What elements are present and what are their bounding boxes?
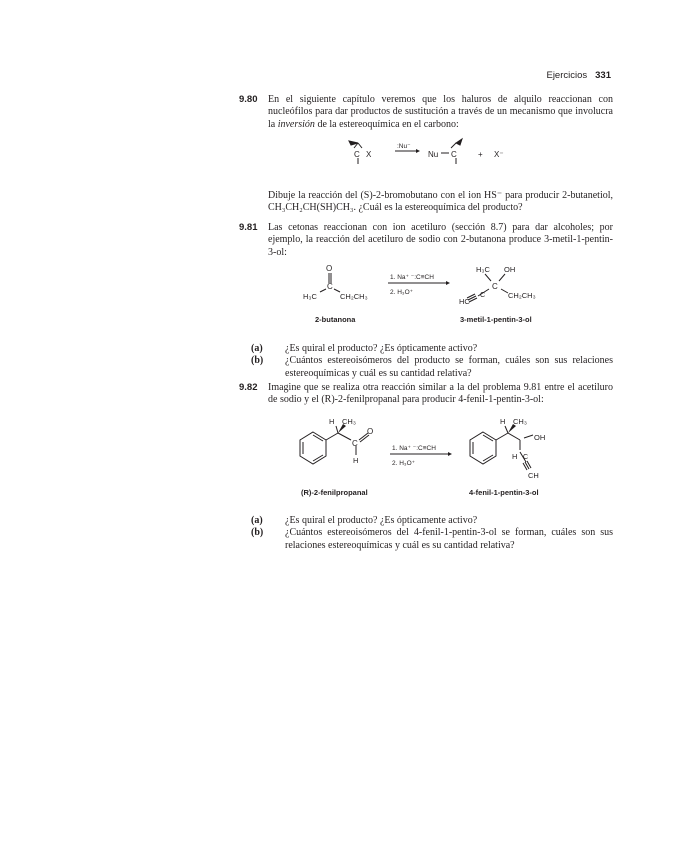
part-a: (a) ¿Es quiral el producto? ¿Es ópticamente activo? (251, 515, 478, 526)
atom-o: O (326, 264, 333, 273)
atom-c-alkyne: C (480, 292, 486, 299)
atom-o: O (367, 427, 374, 436)
atom-ch3: CH₃ (342, 417, 356, 426)
atom-oh: OH (504, 265, 516, 274)
problem-text: En el siguiente capítulo veremos que los haluros de alquilo reaccionan con nucleófilos para dar productos de sustitución a través de un mecanismo que involucra la inversión de la estereoquímica en el carbono: (268, 94, 613, 130)
caption-product: 3-metil-1-pentin-3-ol (460, 315, 532, 324)
atom-h: H (500, 417, 506, 426)
atom-hc: HC (459, 297, 470, 306)
problem-text: Imagine que se realiza otra reacción similar a la del problema 9.81 entre el acetiluro de sodio y el (R)-2-fenilpropanal para producir 4-fenil-1-pentin-3-ol: (268, 382, 613, 406)
atom-h3c: H₃C (476, 265, 490, 274)
anion-x: X⁻ (494, 150, 504, 159)
atom-ch2ch3: CH₂CH₃ (508, 291, 536, 300)
header-section: Ejercicios (546, 70, 588, 81)
atom-nu: Nu (428, 150, 439, 159)
part-b: (b) ¿Cuántos estereoisómeros del producto se forman, cuáles son sus relaciones estereoquímicas y cuál es su cantidad relativa? (251, 355, 613, 379)
plus-sign: + (478, 150, 483, 159)
reagent-1: 1. Na⁺ ⁻:C≡CH (390, 274, 434, 281)
atom-ch2ch3: CH₂CH₃ (340, 292, 368, 301)
atom-h: H (329, 417, 335, 426)
atom-c: C (492, 282, 498, 291)
caption-2-butanona: 2-butanona (315, 315, 356, 324)
reagent-2: 2. H₃O⁺ (390, 289, 414, 296)
caption-product: 4-fenil-1-pentin-3-ol (469, 488, 539, 497)
atom-c: C (327, 282, 333, 291)
atom-h3c: H₃C (303, 292, 317, 301)
atom-h: H (353, 456, 359, 465)
atom-h: H (512, 452, 518, 461)
atom-c: C (352, 439, 358, 448)
part-b: (b) ¿Cuántos estereoisómeros del 4-fenil-1-pentin-3-ol se forman, cuáles son sus relaciones estereoquímicas y cuál es su cantidad relativa? (251, 527, 613, 551)
reagent-nu: :Nu⁻ (397, 143, 411, 150)
atom-ch: CH (528, 471, 539, 480)
atom-oh: OH (534, 433, 546, 442)
problem-text: Las cetonas reaccionan con ion acetiluro (sección 8.7) para dar alcoholes; por ejemplo, la reacción del acetiluro de sodio con 2-butanona produce 3-metil-1-pentin-3-ol: (268, 222, 613, 258)
atom-ch3: CH₃ (513, 417, 527, 426)
page-number: 331 (595, 70, 611, 81)
reagent-2: 2. H₃O⁺ (392, 460, 416, 467)
problem-number: 9.80 (239, 94, 258, 105)
atom-x: X (366, 150, 372, 159)
atom-c: C (523, 454, 529, 461)
caption-r-2-fenilpropanal: (R)-2-fenilpropanal (301, 488, 368, 497)
reagent-1: 1. Na⁺ ⁻:C≡CH (392, 445, 436, 452)
problem-9-80-question: Dibuje la reacción del (S)-2-bromobutano con el ion HS⁻ para producir 2-butanetiol, CH₃CH₂CH(SH)CH₃. ¿Cuál es la estereoquímica del producto? (268, 190, 613, 214)
atom-c-product: C (451, 150, 457, 159)
atom-c: C (354, 150, 360, 159)
problem-number: 9.82 (239, 382, 258, 393)
problem-9-82-parts (251, 515, 613, 552)
part-a: (a) ¿Es quiral el producto? ¿Es ópticamente activo? (251, 343, 478, 354)
problem-number: 9.81 (239, 222, 258, 233)
